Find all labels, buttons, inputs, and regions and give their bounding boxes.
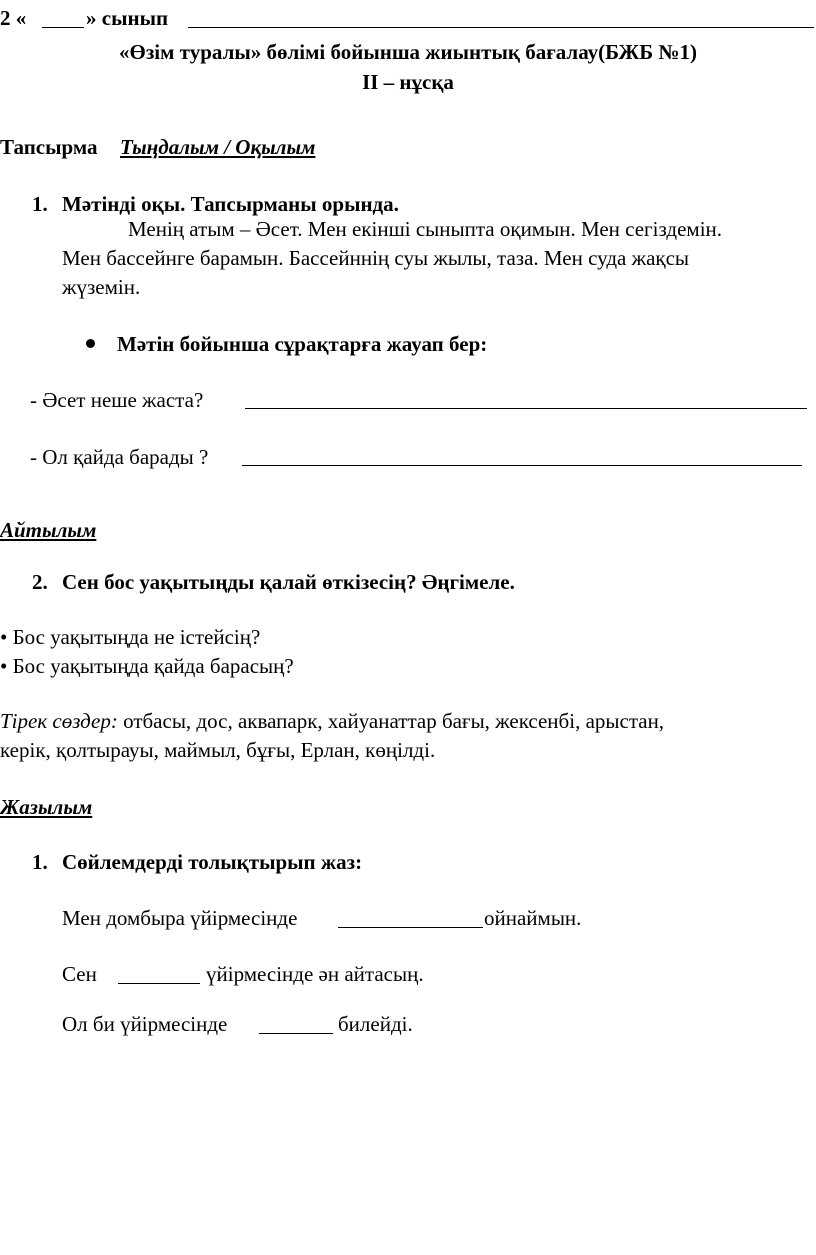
question-1: - Әсет неше жаста? <box>30 388 204 412</box>
answer-line-1[interactable] <box>245 408 807 409</box>
sentence-3-start: Ол би үйірмесінде <box>62 1012 228 1036</box>
section-title-listening-reading: Тыңдалым / Оқылым <box>120 135 316 159</box>
sentence-1-end: ойнаймын. <box>484 906 582 930</box>
sentence-1-start: Мен домбыра үйірмесінде <box>62 906 298 930</box>
sentence-2-end: үйірмесінде ән айтасың. <box>206 962 424 986</box>
name-blank[interactable] <box>188 27 814 28</box>
question-2: - Ол қайда барады ? <box>30 445 209 469</box>
section-title-speaking: Айтылым <box>0 518 97 542</box>
grade-prefix: 2 « <box>0 6 27 30</box>
task-instruction: Мәтінді оқы. Тапсырманы орында. <box>62 192 399 216</box>
sentence-3-end: билейді. <box>338 1012 413 1036</box>
task-instruction: Сөйлемдерді толықтырып жаз: <box>62 850 363 874</box>
task-number: 2. <box>32 570 48 594</box>
passage-line-2: Мен бассейнге барамын. Бассейннің суы жылы, таза. Мен суда жақсы <box>62 246 690 270</box>
grade-suffix: » сынып <box>86 6 169 30</box>
sentence-3-blank[interactable] <box>259 1033 333 1034</box>
task-label: Тапсырма <box>0 135 98 159</box>
worksheet-variant: II – нұсқа <box>362 70 454 94</box>
worksheet-title: «Өзім туралы» бөлімі бойынша жиынтық бағалау(БЖБ №1) <box>119 40 697 64</box>
prompt-2: • Бос уақытыңда қайда барасың? <box>0 654 294 678</box>
bullet-dot <box>86 339 95 348</box>
support-words-label: Тірек сөздер: <box>0 709 118 733</box>
prompt-1: • Бос уақытыңда не істейсің? <box>0 625 261 649</box>
sentence-2-blank[interactable] <box>118 983 200 984</box>
task-instruction: Сен бос уақытыңды қалай өткізесің? Әңгімеле. <box>62 570 515 594</box>
section-title-writing: Жазылым <box>0 795 93 819</box>
support-words-text: отбасы, дос, аквапарк, хайуанаттар бағы, жексенбі, арыстан, <box>117 709 665 733</box>
sentence-1-blank[interactable] <box>338 927 483 928</box>
passage-line-1: Менің атым – Әсет. Мен екінші сыныпта оқимын. Мен сегіздемін. <box>128 217 723 241</box>
task-number: 1. <box>32 192 48 216</box>
grade-blank[interactable] <box>42 27 84 28</box>
passage-line-3: жүземін. <box>62 275 141 299</box>
task-number: 1. <box>32 850 48 874</box>
support-words-line-1 <box>0 709 664 734</box>
sentence-2-start: Сен <box>62 962 97 986</box>
answer-line-2[interactable] <box>242 465 802 466</box>
support-words-line-2: керік, қолтырауы, маймыл, бұғы, Ерлан, көңілді. <box>0 738 436 762</box>
bullet-instruction: Мәтін бойынша сұрақтарға жауап бер: <box>117 332 488 356</box>
